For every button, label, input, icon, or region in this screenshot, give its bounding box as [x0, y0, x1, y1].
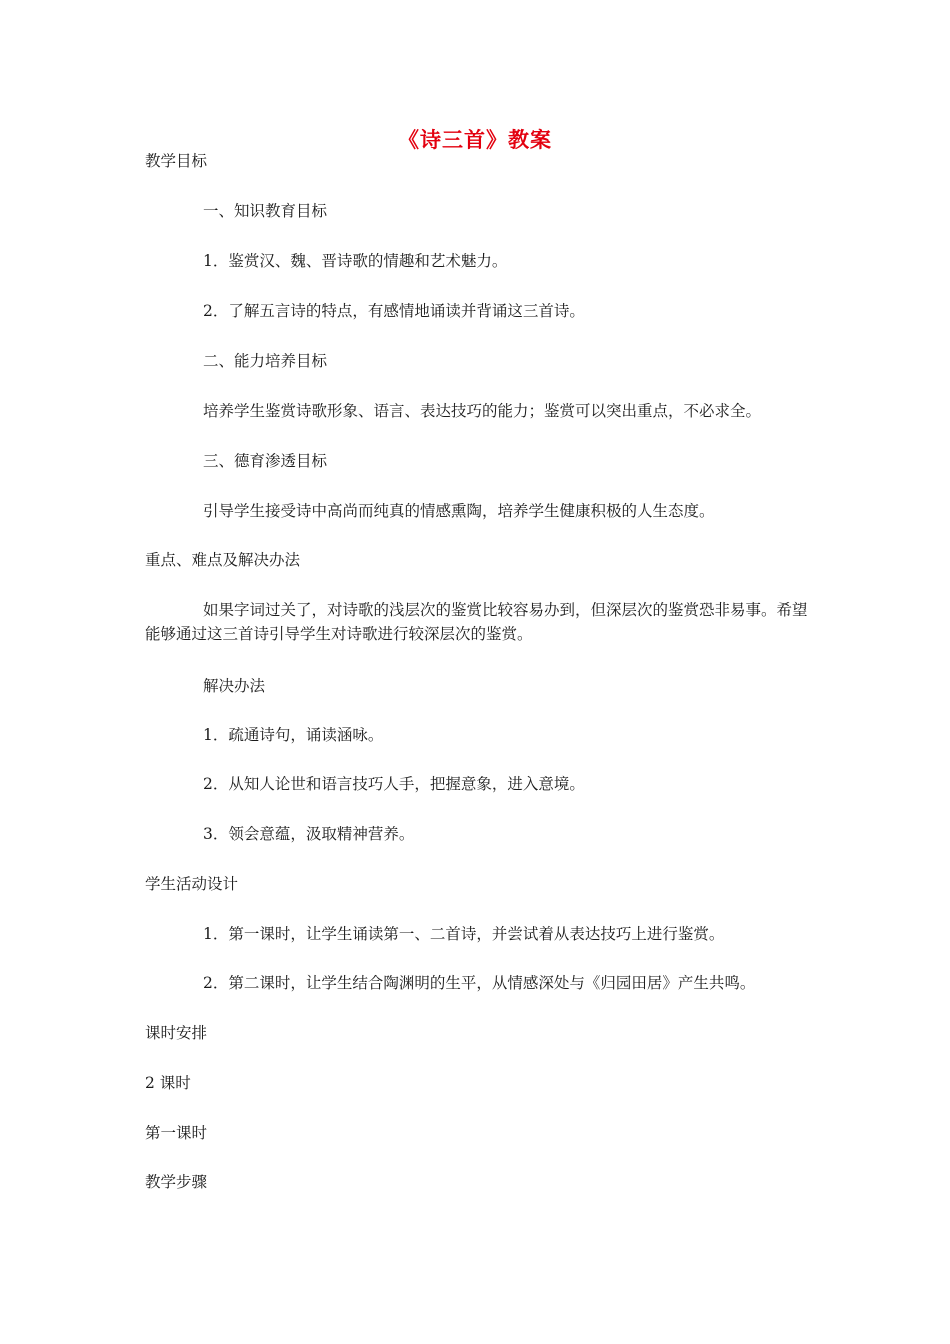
- heading-teaching-goals: 教学目标: [145, 152, 208, 170]
- heading-key-points: 重点、难点及解决办法: [145, 551, 301, 569]
- subheading-ability-goals: 二、能力培养目标: [203, 352, 328, 370]
- list-item: 3．领会意蕴，汲取精神营养。: [203, 825, 415, 843]
- list-item: 2．了解五言诗的特点，有感情地诵读并背诵这三首诗。: [203, 302, 585, 320]
- heading-first-lesson: 第一课时: [145, 1124, 208, 1142]
- schedule-value: 2 课时: [145, 1074, 191, 1092]
- list-item: 2．从知人论世和语言技巧人手，把握意象，进入意境。: [203, 775, 585, 793]
- paragraph: 引导学生接受诗中高尚而纯真的情感熏陶，培养学生健康积极的人生态度。: [203, 502, 715, 520]
- paragraph: 如果字词过关了，对诗歌的浅层次的鉴赏比较容易办到，但深层次的鉴赏恐非易事。希望能够通过这三首诗引导学生对诗歌进行较深层次的鉴赏。: [145, 601, 808, 643]
- list-item: 1．疏通诗句，诵读涵咏。: [203, 726, 384, 744]
- subheading-moral-goals: 三、德育渗透目标: [203, 452, 328, 470]
- subheading-solutions: 解决办法: [203, 677, 266, 695]
- paragraph: 培养学生鉴赏诗歌形象、语言、表达技巧的能力；鉴赏可以突出重点，不必求全。: [203, 402, 762, 420]
- list-item: 2．第二课时，让学生结合陶渊明的生平，从情感深处与《归园田居》产生共鸣。: [203, 974, 756, 992]
- list-item: 1．第一课时，让学生诵读第一、二首诗，并尝试着从表达技巧上进行鉴赏。: [203, 925, 725, 943]
- subheading-knowledge-goals: 一、知识教育目标: [203, 202, 328, 220]
- heading-teaching-steps: 教学步骤: [145, 1173, 208, 1191]
- heading-schedule: 课时安排: [145, 1024, 208, 1042]
- list-item: 1．鉴赏汉、魏、晋诗歌的情趣和艺术魅力。: [203, 252, 508, 270]
- document-title: 《诗三首》教案: [398, 127, 552, 152]
- heading-student-activities: 学生活动设计: [145, 875, 239, 893]
